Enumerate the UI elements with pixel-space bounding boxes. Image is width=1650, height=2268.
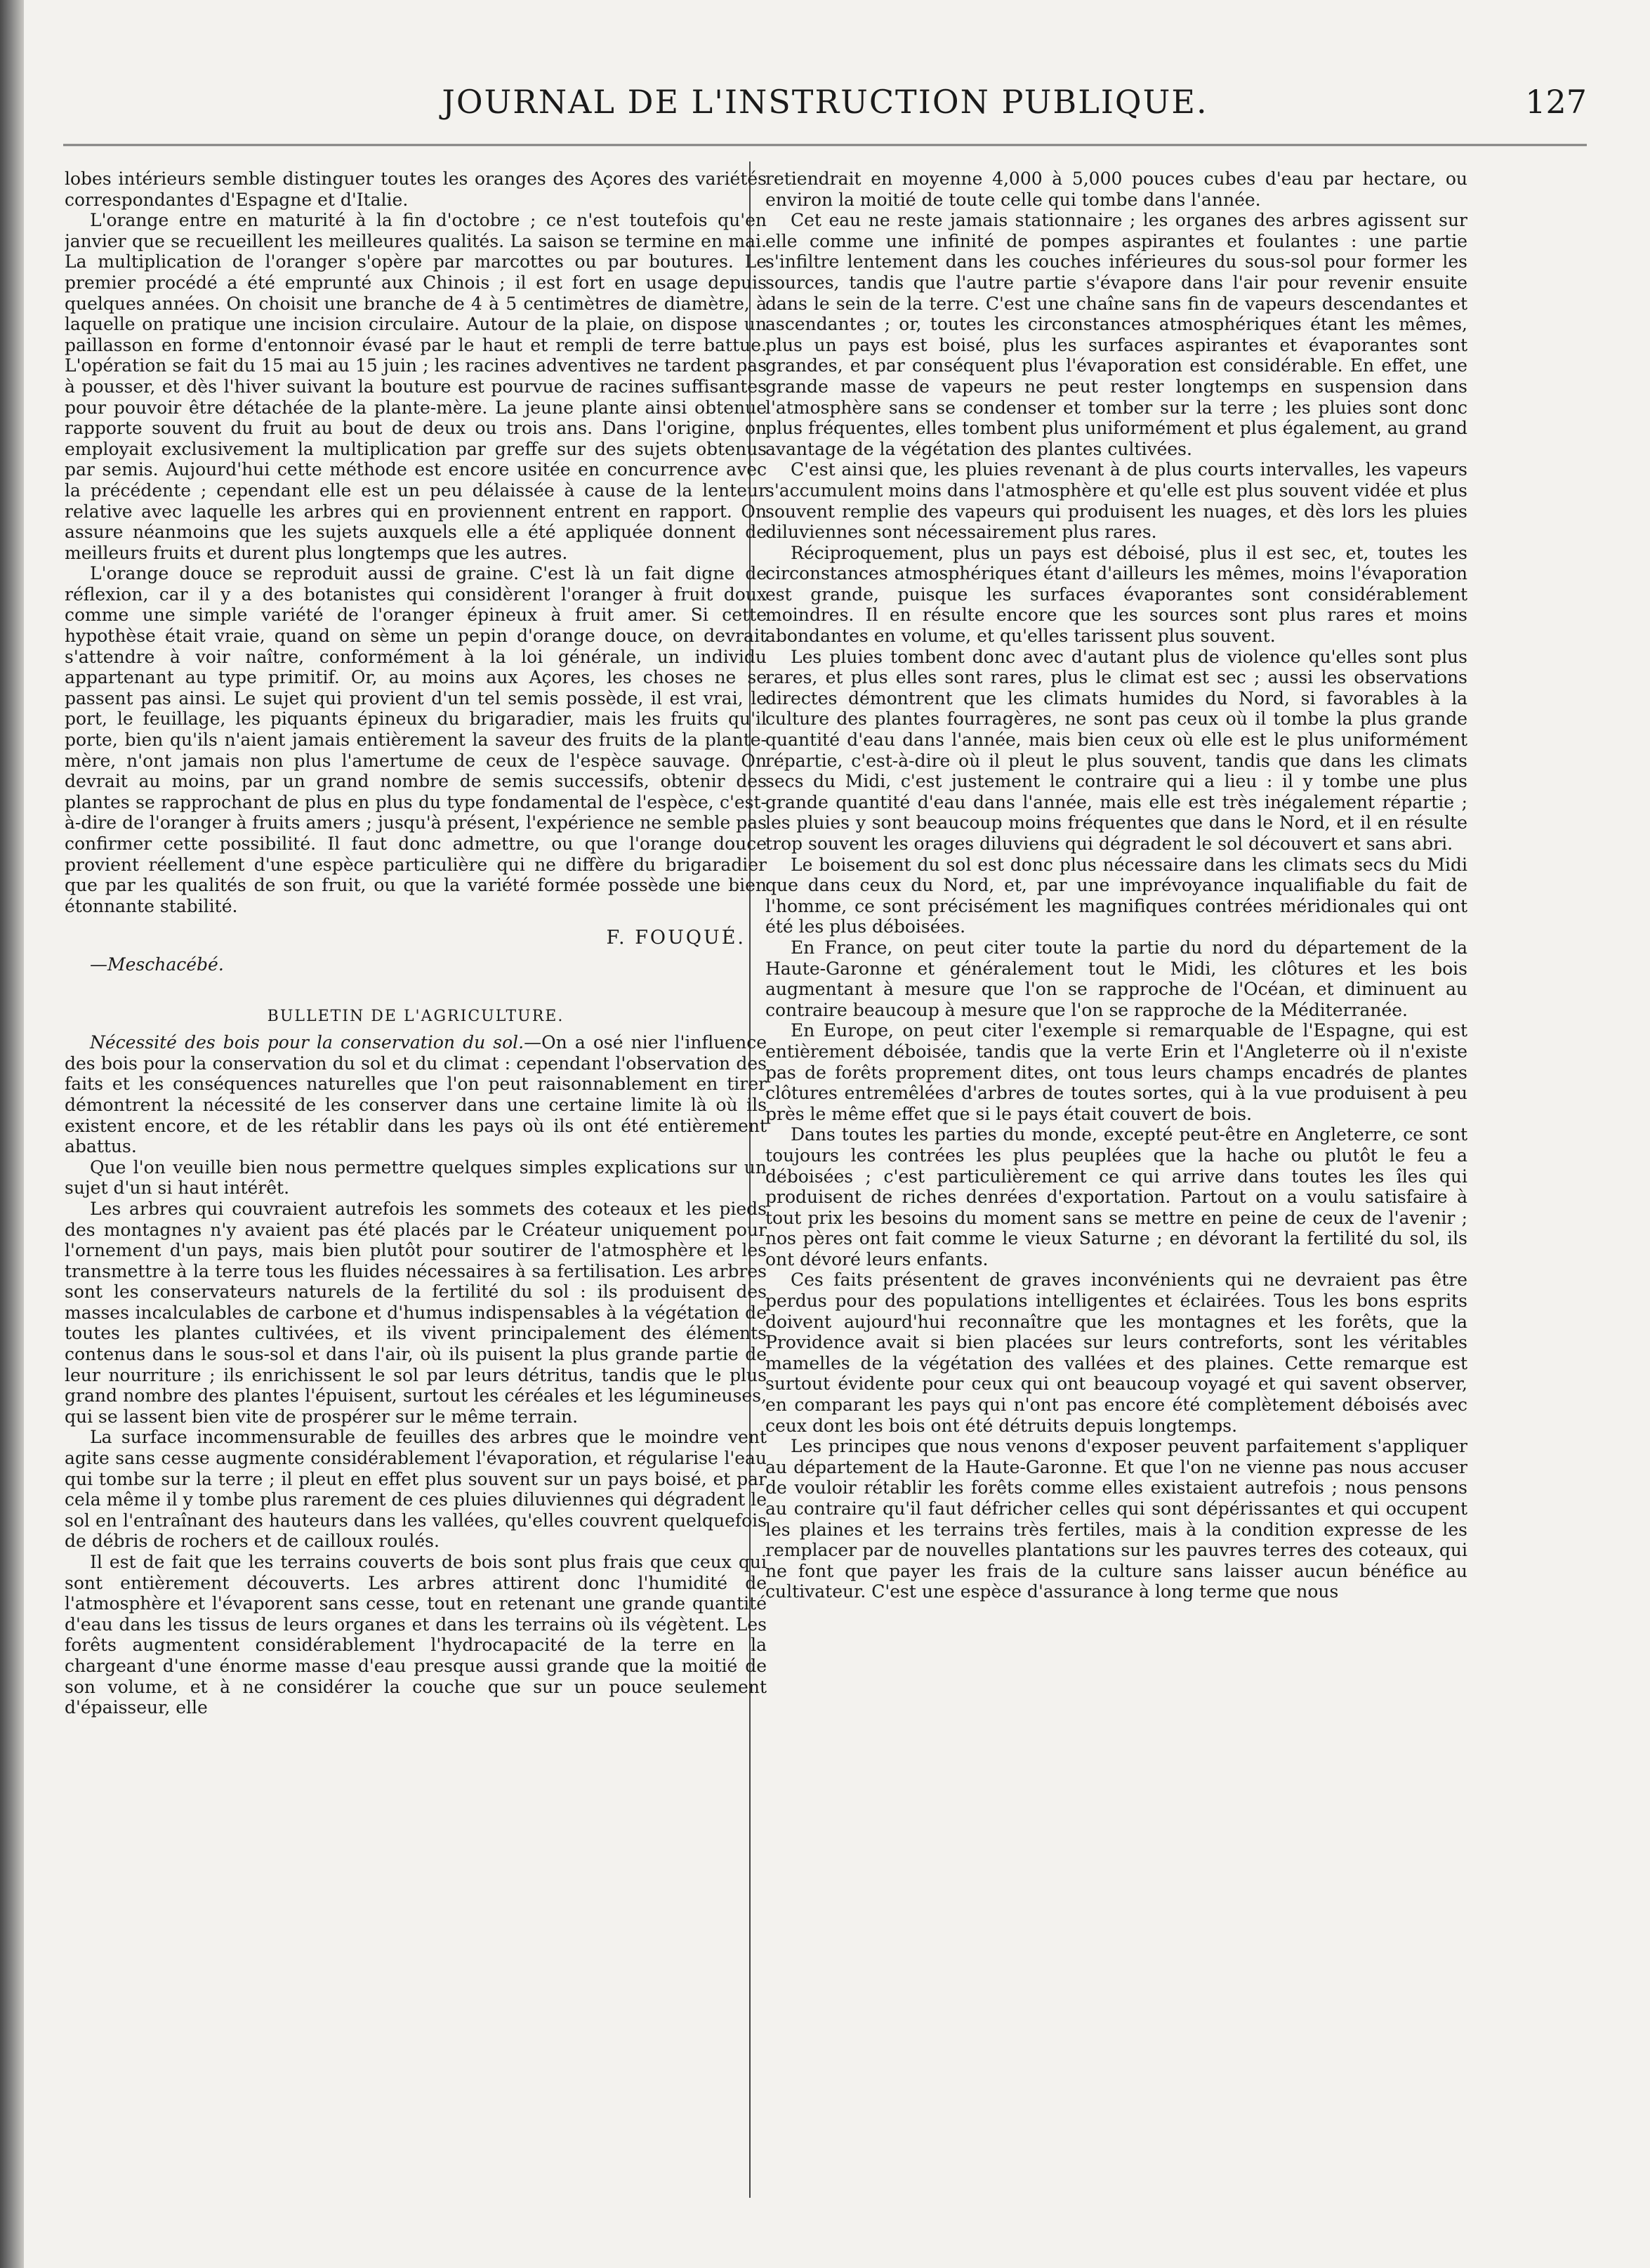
paragraph: lobes intérieurs semble distinguer toutes les oranges des Açores des variétés correspondantes d'Espagne et d'Italie. (65, 169, 767, 210)
paragraph: retiendrait en moyenne 4,000 à 5,000 pouces cubes d'eau par hectare, ou environ la moitié de toute celle qui tombe dans l'année. (765, 169, 1467, 210)
paragraph: L'orange entre en maturité à la fin d'octobre ; ce n'est toutefois qu'en janvier que se recueillent les meilleures qualités. La saison se termine en mai. La multiplication de l'oranger s'opère par marcottes ou par boutures. Le premier procédé a été emprunté aux Chinois ; il est fort en usage depuis quelques années. On choisit une branche de 4 à 5 centimètres de diamètre, à laquelle on pratique une incision circulaire. Autour de la plaie, on dispose un paillasson en forme d'entonnoir évasé par le haut et rempli de terre battue. L'opération se fait du 15 mai au 15 juin ; les racines adventives ne tardent pas à pousser, et dès l'hiver suivant la bouture est pourvue de racines suffisantes pour pouvoir être détachée de la plante-mère. La jeune plante ainsi obtenue rapporte souvent du fruit au bout de deux ou trois ans. Dans l'origine, on employait exclusivement la multiplication par greffe sur des sujets obtenus par semis. Aujourd'hui cette méthode est encore usitée en concurrence avec la précédente ; cependant elle est un peu délaissée à cause de la lenteur relative avec laquelle les arbres qui en proviennent entrent en rapport. On assure néanmoins que les sujets auxquels elle a été appliquée donnent de meilleurs fruits et durent plus longtemps que les autres. (65, 210, 767, 563)
paragraph (65, 1032, 767, 1157)
paragraph: Les arbres qui couvraient autrefois les sommets des coteaux et les pieds des montagnes n'y avaient pas été placés par le Créateur uniquement pour l'ornement d'un pays, mais bien plutôt pour soutirer de l'atmosphère et les transmettre à la terre tous les fluides nécessaires à sa fertilisation. Les arbres sont les conservateurs naturels de la fertilité du sol : ils produisent des masses incalculables de carbone et d'humus indispensables à la végétation de toutes les plantes cultivées, et ils vivent principalement des éléments contenus dans le sous-sol et dans l'air, où ils puisent la plus grande partie de leur nourriture ; ils enrichissent le sol par leurs détritus, tandis que le plus grand nombre des plantes l'épuisent, surtout les céréales et les légumineuses, qui se lassent bien vite de prospérer sur le même terrain. (65, 1198, 767, 1427)
journal-title: JOURNAL DE L'INSTRUCTION PUBLIQUE. (442, 83, 1208, 121)
paragraph-text: —On a osé nier l'influence des bois pour la conservation du sol et du climat : cependant l'observation des faits et les conséquences naturelles que l'on peut raisonnablement en tirer démontrent la nécessité de les conserver dans une certaine limite là où ils existent encore, et de les rétablir dans les pays où ils ont été entièrement abattus. (65, 1032, 767, 1157)
paragraph: Dans toutes les parties du monde, excepté peut-être en Angleterre, ce sont toujours les contrées les plus peuplées que la hache ou plutôt le feu a déboisées ; c'est particulièrement ce qui arrive dans toutes les îles qui produisent de riches denrées d'exportation. Partout on a voulu satisfaire à tout prix les besoins du moment sans se mettre en peine de ceux de l'avenir ; nos pères ont fait comme le vieux Saturne ; en dévorant la fertilité du sol, ils ont dévoré leurs enfants. (765, 1124, 1467, 1270)
paragraph: C'est ainsi que, les pluies revenant à de plus courts intervalles, les vapeurs s'accumulent moins dans l'atmosphère et qu'elle est plus souvent vidée et plus souvent remplie des vapeurs qui produisent les nuages, et dès lors les pluies diluviennes sont nécessairement plus rares. (765, 459, 1467, 543)
paragraph: Les principes que nous venons d'exposer peuvent parfaitement s'appliquer au département de la Haute-Garonne. Et que l'on ne vienne pas nous accuser de vouloir rétablir les forêts comme elles existaient autrefois ; nous pensons au contraire qu'il faut défricher celles qui sont dépérissantes et qui occupent les plaines et les terrains très fertiles, mais à la condition expresse de les remplacer par de nouvelles plantations sur les pauvres terres des coteaux, qui ne font que payer les frais de la culture sans laisser aucun bénéfice au cultivateur. C'est une espèce d'assurance à long terme que nous (765, 1436, 1467, 1602)
paragraph: Il est de fait que les terrains couverts de bois sont plus frais que ceux qui sont entièrement découverts. Les arbres attirent donc l'humidité de l'atmosphère et l'évaporent sans cesse, tout en retenant une grande quantité d'eau dans les tissus de leurs organes et dans les terrains où ils végètent. Les forêts augmentent considérablement l'hydrocapacité de la terre en la chargeant d'une énorme masse d'eau presque aussi grande que la moitié de son volume, et à ne considérer la couche que sur un pouce seulement d'épaisseur, elle (65, 1552, 767, 1718)
article-lead: Nécessité des bois pour la conservation du sol. (90, 1032, 524, 1053)
paragraph: En France, on peut citer toute la partie du nord du département de la Haute-Garonne et généralement tout le Midi, les clôtures et les bois augmentant à mesure que l'on se rapproche de l'Océan, et diminuent au contraire beaucoup à mesure que l'on se rapproche de la Méditerranée. (765, 937, 1467, 1020)
header-rule (63, 144, 1587, 146)
paragraph: La surface incommensurable de feuilles des arbres que le moindre vent agite sans cesse augmente considérablement l'évaporation, et régularise l'eau qui tombe sur la terre ; il pleut en effet plus souvent sur un pays boisé, et par cela même il y tombe plus rarement de ces pluies diluviennes qui dégradent le sol en l'entraînant des hauteurs dans les vallées, qu'elles couvrent quelquefois de débris de rochers et de cailloux roulés. (65, 1427, 767, 1552)
page-spine-shadow (0, 0, 24, 2268)
paragraph: Le boisement du sol est donc plus nécessaire dans les climats secs du Midi que dans ceux du Nord, et, par une imprévoyance inqualifiable du fait de l'homme, ce sont précisément les magnifiques contrées méridionales qui ont été les plus déboisées. (765, 854, 1467, 937)
paragraph: Ces faits présentent de graves inconvénients qui ne devraient pas être perdus pour des populations intelligentes et éclairées. Tous les bons esprits doivent aujourd'hui reconnaître que les montagnes et les forêts, que la Providence avait si bien placées sur leurs contreforts, sont les véritables mamelles de la végétation des vallées et des plaines. Cette remarque est surtout évidente pour ceux qui ont beaucoup voyagé et qui savent observer, en comparant les pays qui n'ont pas encore été complètement déboisés avec ceux dont les bois ont été détruits depuis longtemps. (765, 1270, 1467, 1436)
paragraph: L'orange douce se reproduit aussi de graine. C'est là un fait digne de réflexion, car il y a des botanistes qui considèrent l'oranger à fruit doux comme une simple variété de l'oranger épineux à fruit amer. Si cette hypothèse était vraie, quand on sème un pepin d'orange douce, on devrait s'attendre à voir naître, conformément à la loi générale, un individu appartenant au type primitif. Or, au moins aux Açores, les choses ne se passent pas ainsi. Le sujet qui provient d'un tel semis possède, il est vrai, le port, le feuillage, les piquants épineux du brigaradier, mais les fruits qu'il porte, bien qu'ils n'aient jamais entièrement la saveur des fruits de la plante-mère, n'ont jamais non plus l'amertume de ceux de l'espèce sauvage. On devrait au moins, par un grand nombre de semis successifs, obtenir des plantes se rapprochant de plus en plus du type fondamental de l'espèce, c'est-à-dire de l'oranger à fruits amers ; jusqu'à présent, l'expérience ne semble pas confirmer cette possibilité. Il faut donc admettre, ou que l'orange douce provient réellement d'une espèce particulière qui ne diffère du brigaradier que par les qualités de son fruit, ou que la variété formée possède une bien étonnante stabilité. (65, 563, 767, 916)
paragraph: Les pluies tombent donc avec d'autant plus de violence qu'elles sont plus rares, et plus elles sont rares, plus le climat est sec ; aussi les observations directes démontrent que les climats humides du Nord, si favorables à la culture des plantes fourragères, ne sont pas ceux où il tombe la plus grande quantité d'eau dans l'année, mais bien ceux où elle est le plus uniformément répartie, c'est-à-dire où il pleut le plus souvent, tandis que dans les climats secs du Midi, c'est justement le contraire qui a lieu : il y tombe une plus grande quantité d'eau dans l'année, mais elle est très inégalement répartie ; les pluies y sont beaucoup moins fréquentes que dans le Nord, et il en résulte trop souvent les orages diluviens qui dégradent le sol découvert et sans abri. (765, 646, 1467, 854)
page-number: 127 (1525, 83, 1587, 121)
paragraph: Cet eau ne reste jamais stationnaire ; les organes des arbres agissent sur elle comme une infinité de pompes aspirantes et foulantes : une partie s'infiltre lentement dans les couches inférieures du sous-sol pour former les sources, tandis que l'autre partie s'évapore dans l'air pour revenir ensuite dans le sein de la terre. C'est une chaîne sans fin de vapeurs descendantes et ascendantes ; or, toutes les circonstances atmosphériques étant les mêmes, plus un pays est boisé, plus les surfaces aspirantes et évaporantes sont grandes, et par conséquent plus l'évaporation est considérable. En effet, une grande masse de vapeurs ne peut rester longtemps en suspension dans l'atmosphère sans se condenser et tomber sur la terre ; les pluies sont donc plus fréquentes, elles tombent plus uniformément et plus également, au grand avantage de la végétation des plantes cultivées. (765, 210, 1467, 459)
author-signature: F. FOUQUÉ. (606, 927, 746, 949)
section-title: BULLETIN DE L'AGRICULTURE. (267, 1007, 565, 1025)
page-header (63, 83, 1587, 132)
paragraph: Que l'on veuille bien nous permettre quelques simples explications sur un sujet d'un si haut intérêt. (65, 1156, 767, 1199)
paragraph: Réciproquement, plus un pays est déboisé, plus il est sec, et, toutes les circonstances atmosphériques étant d'ailleurs les mêmes, moins l'évaporation est grande, puisque les surfaces évaporantes sont considérablement moindres. Il en résulte encore que les sources sont plus rares et moins abondantes en volume, et qu'elles tarissent plus souvent. (765, 542, 1467, 647)
left-column (65, 169, 767, 2191)
right-column (765, 169, 1467, 2191)
paragraph: En Europe, on peut citer l'exemple si remarquable de l'Espagne, qui est entièrement déboisée, tandis que la verte Erin et l'Angleterre où il n'existe pas de forêts proprement dites, ont tous leurs champs encadrés de plantes clôtures entremêlées d'arbres de toutes sortes, qui à la vue produisent à peu près le même effet que si le pays était couvert de bois. (765, 1020, 1467, 1124)
source-credit: —Meschacébé. (90, 954, 224, 975)
